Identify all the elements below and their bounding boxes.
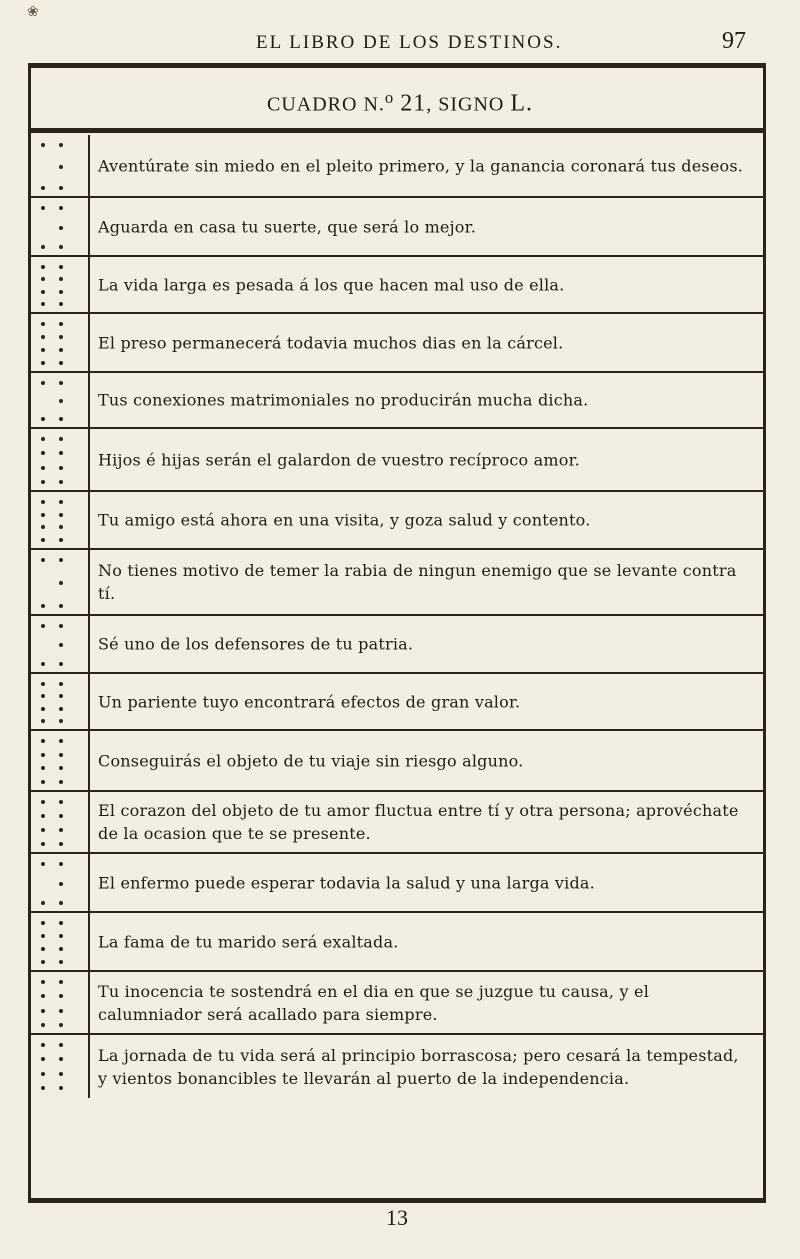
dot-mark bbox=[41, 265, 45, 269]
dot-mark bbox=[59, 800, 63, 804]
table-row bbox=[28, 314, 766, 373]
page-number: 13 bbox=[386, 1205, 408, 1230]
table-row bbox=[28, 429, 766, 492]
dot-mark bbox=[41, 290, 45, 294]
bottom-rule bbox=[28, 1198, 766, 1203]
table-row bbox=[28, 550, 766, 616]
sign-label: SIGNO bbox=[438, 93, 505, 116]
row-text: Un pariente tuyo encontrará efectos de gran valor. bbox=[98, 692, 521, 711]
dot-mark bbox=[41, 348, 45, 352]
dot-mark bbox=[59, 766, 63, 770]
dot-mark bbox=[41, 245, 45, 249]
dot-mark bbox=[59, 980, 63, 984]
dot-mark bbox=[59, 901, 63, 905]
table-superscript: o bbox=[384, 88, 395, 107]
dot-mark bbox=[41, 1023, 45, 1027]
dot-mark bbox=[59, 719, 63, 723]
dot-mark bbox=[59, 302, 63, 306]
dot-mark bbox=[41, 707, 45, 711]
row-text: El corazon del objeto de tu amor fluctua entre tí y otra persona; aprovéchate de la ocasion que te se presente. bbox=[98, 801, 739, 843]
row-text: La vida larga es pesada á los que hacen mal uso de ella. bbox=[98, 275, 565, 294]
dot-mark bbox=[41, 558, 45, 562]
dot-mark bbox=[41, 739, 45, 743]
row-text: Hijos é hijas serán el galardon de vuestro recíproco amor. bbox=[98, 450, 580, 469]
folio-number: 97 bbox=[722, 28, 746, 54]
dot-mark bbox=[41, 980, 45, 984]
dot-mark bbox=[41, 947, 45, 951]
dot-mark bbox=[59, 921, 63, 925]
dot-mark bbox=[41, 814, 45, 818]
dot-figure bbox=[28, 913, 90, 970]
row-text: Sé uno de los defensores de tu patria. bbox=[98, 634, 414, 654]
dot-mark bbox=[41, 322, 45, 326]
table-row bbox=[28, 972, 766, 1035]
dot-mark bbox=[59, 1086, 63, 1090]
row-text: Aventúrate sin miedo en el pleito primero, y la ganancia coronará tus deseos. bbox=[98, 156, 744, 175]
dot-mark bbox=[59, 480, 63, 484]
sign-letter: L. bbox=[510, 90, 534, 117]
dot-mark bbox=[59, 277, 63, 281]
dot-mark bbox=[59, 500, 63, 504]
dot-figure bbox=[28, 257, 90, 312]
table-title bbox=[0, 88, 800, 118]
dot-figure bbox=[28, 429, 90, 490]
table-row bbox=[28, 731, 766, 792]
dot-mark bbox=[59, 604, 63, 608]
dot-figure bbox=[28, 616, 90, 672]
dot-mark bbox=[59, 780, 63, 784]
dot-figure bbox=[28, 792, 90, 852]
table-row bbox=[28, 135, 766, 198]
dot-mark bbox=[41, 719, 45, 723]
dot-mark bbox=[59, 682, 63, 686]
dot-figure bbox=[28, 550, 90, 614]
dot-mark bbox=[59, 361, 63, 365]
dot-mark bbox=[41, 694, 45, 698]
table-row bbox=[28, 913, 766, 972]
dot-mark bbox=[59, 186, 63, 190]
dot-mark bbox=[41, 604, 45, 608]
dot-figure bbox=[28, 492, 90, 548]
dot-figure bbox=[28, 198, 90, 255]
dot-mark bbox=[41, 862, 45, 866]
ornament-icon: ❀ bbox=[27, 4, 39, 20]
row-text: El preso permanecerá todavia muchos dias en la cárcel. bbox=[98, 333, 564, 352]
row-text: La jornada de tu vida será al principio borrascosa; pero cesará la tempestad, y vientos bonancibles te llevarán al puerto de la independencia. bbox=[98, 1045, 739, 1088]
row-text: Tu amigo está ahora en una visita, y goza salud y contento. bbox=[98, 510, 591, 530]
dot-mark bbox=[59, 643, 63, 647]
dot-mark bbox=[59, 437, 63, 441]
row-text: Conseguirás el objeto de tu viaje sin riesgo alguno. bbox=[98, 751, 524, 770]
top-rule bbox=[28, 63, 766, 68]
row-text: La fama de tu marido será exaltada. bbox=[98, 932, 399, 951]
row-text: Tu inocencia te sostendrá en el dia en que se juzgue tu causa, y el calumniador será acallado para siempre. bbox=[98, 981, 650, 1024]
dot-mark bbox=[41, 381, 45, 385]
dot-mark bbox=[41, 934, 45, 938]
dot-mark bbox=[41, 143, 45, 147]
dot-mark bbox=[59, 828, 63, 832]
dot-mark bbox=[59, 882, 63, 886]
dot-figure bbox=[28, 1035, 90, 1098]
dot-mark bbox=[41, 1086, 45, 1090]
table-row bbox=[28, 492, 766, 550]
dot-mark bbox=[59, 399, 63, 403]
table-row bbox=[28, 792, 766, 854]
dot-mark bbox=[59, 143, 63, 147]
dot-mark bbox=[41, 361, 45, 365]
dot-mark bbox=[59, 348, 63, 352]
dot-mark bbox=[41, 437, 45, 441]
dot-mark bbox=[59, 842, 63, 846]
dot-mark bbox=[41, 901, 45, 905]
table-label: CUADRO N. bbox=[266, 93, 385, 116]
dot-mark bbox=[41, 1072, 45, 1076]
dot-mark bbox=[41, 335, 45, 339]
dot-mark bbox=[59, 862, 63, 866]
dot-mark bbox=[59, 753, 63, 757]
dot-mark bbox=[41, 662, 45, 666]
dot-figure bbox=[28, 135, 90, 196]
table-comma: , bbox=[426, 93, 433, 116]
dot-mark bbox=[41, 766, 45, 770]
row-text: Tus conexiones matrimoniales no producirán mucha dicha. bbox=[98, 390, 589, 410]
dot-mark bbox=[41, 682, 45, 686]
dot-mark bbox=[41, 513, 45, 517]
dot-mark bbox=[41, 480, 45, 484]
dot-mark bbox=[41, 186, 45, 190]
title-rule bbox=[28, 128, 766, 133]
dot-mark bbox=[41, 206, 45, 210]
dot-mark bbox=[59, 226, 63, 230]
dot-mark bbox=[41, 753, 45, 757]
table-row bbox=[28, 674, 766, 731]
dot-mark bbox=[59, 525, 63, 529]
dot-mark bbox=[59, 245, 63, 249]
dot-mark bbox=[59, 335, 63, 339]
dot-mark bbox=[59, 1072, 63, 1076]
dot-mark bbox=[59, 707, 63, 711]
dot-mark bbox=[59, 581, 63, 585]
dot-mark bbox=[59, 1009, 63, 1013]
dot-mark bbox=[59, 814, 63, 818]
dot-figure bbox=[28, 674, 90, 729]
dot-mark bbox=[59, 206, 63, 210]
dot-mark bbox=[41, 302, 45, 306]
dot-mark bbox=[59, 1057, 63, 1061]
dot-mark bbox=[41, 994, 45, 998]
dot-mark bbox=[59, 538, 63, 542]
dot-mark bbox=[59, 694, 63, 698]
dot-mark bbox=[59, 558, 63, 562]
table-number: 21 bbox=[400, 90, 427, 117]
table-row bbox=[28, 373, 766, 429]
dot-mark bbox=[59, 1023, 63, 1027]
dot-figure bbox=[28, 373, 90, 427]
dot-mark bbox=[59, 322, 63, 326]
table-row bbox=[28, 198, 766, 257]
dot-mark bbox=[59, 265, 63, 269]
dot-mark bbox=[59, 381, 63, 385]
dot-mark bbox=[41, 828, 45, 832]
dot-mark bbox=[41, 500, 45, 504]
dot-mark bbox=[41, 451, 45, 455]
dot-mark bbox=[59, 466, 63, 470]
dot-mark bbox=[59, 417, 63, 421]
oracle-table bbox=[28, 135, 766, 1098]
dot-mark bbox=[59, 165, 63, 169]
dot-mark bbox=[41, 1043, 45, 1047]
dot-mark bbox=[59, 934, 63, 938]
table-row bbox=[28, 257, 766, 314]
dot-figure bbox=[28, 972, 90, 1033]
dot-mark bbox=[41, 960, 45, 964]
dot-mark bbox=[59, 513, 63, 517]
row-text: Aguarda en casa tu suerte, que será lo mejor. bbox=[98, 217, 476, 236]
dot-mark bbox=[41, 921, 45, 925]
row-text: No tienes motivo de temer la rabia de ningun enemigo que se levante contra tí. bbox=[98, 561, 737, 603]
table-row bbox=[28, 854, 766, 913]
dot-mark bbox=[59, 1043, 63, 1047]
dot-mark bbox=[41, 800, 45, 804]
dot-mark bbox=[41, 624, 45, 628]
dot-figure bbox=[28, 314, 90, 371]
dot-mark bbox=[59, 994, 63, 998]
dot-mark bbox=[41, 277, 45, 281]
dot-mark bbox=[59, 451, 63, 455]
dot-mark bbox=[41, 466, 45, 470]
dot-mark bbox=[41, 1009, 45, 1013]
dot-mark bbox=[59, 960, 63, 964]
running-title: EL LIBRO DE LOS DESTINOS. bbox=[256, 32, 563, 53]
dot-mark bbox=[41, 842, 45, 846]
row-text: El enfermo puede esperar todavia la salud y una larga vida. bbox=[98, 873, 595, 892]
dot-figure bbox=[28, 854, 90, 911]
dot-mark bbox=[59, 947, 63, 951]
dot-mark bbox=[41, 538, 45, 542]
dot-figure bbox=[28, 731, 90, 790]
dot-mark bbox=[59, 624, 63, 628]
table-row bbox=[28, 616, 766, 674]
dot-mark bbox=[59, 290, 63, 294]
dot-mark bbox=[41, 780, 45, 784]
dot-mark bbox=[41, 1057, 45, 1061]
dot-mark bbox=[41, 417, 45, 421]
dot-mark bbox=[41, 525, 45, 529]
table-row bbox=[28, 1035, 766, 1098]
dot-mark bbox=[59, 662, 63, 666]
dot-mark bbox=[59, 739, 63, 743]
